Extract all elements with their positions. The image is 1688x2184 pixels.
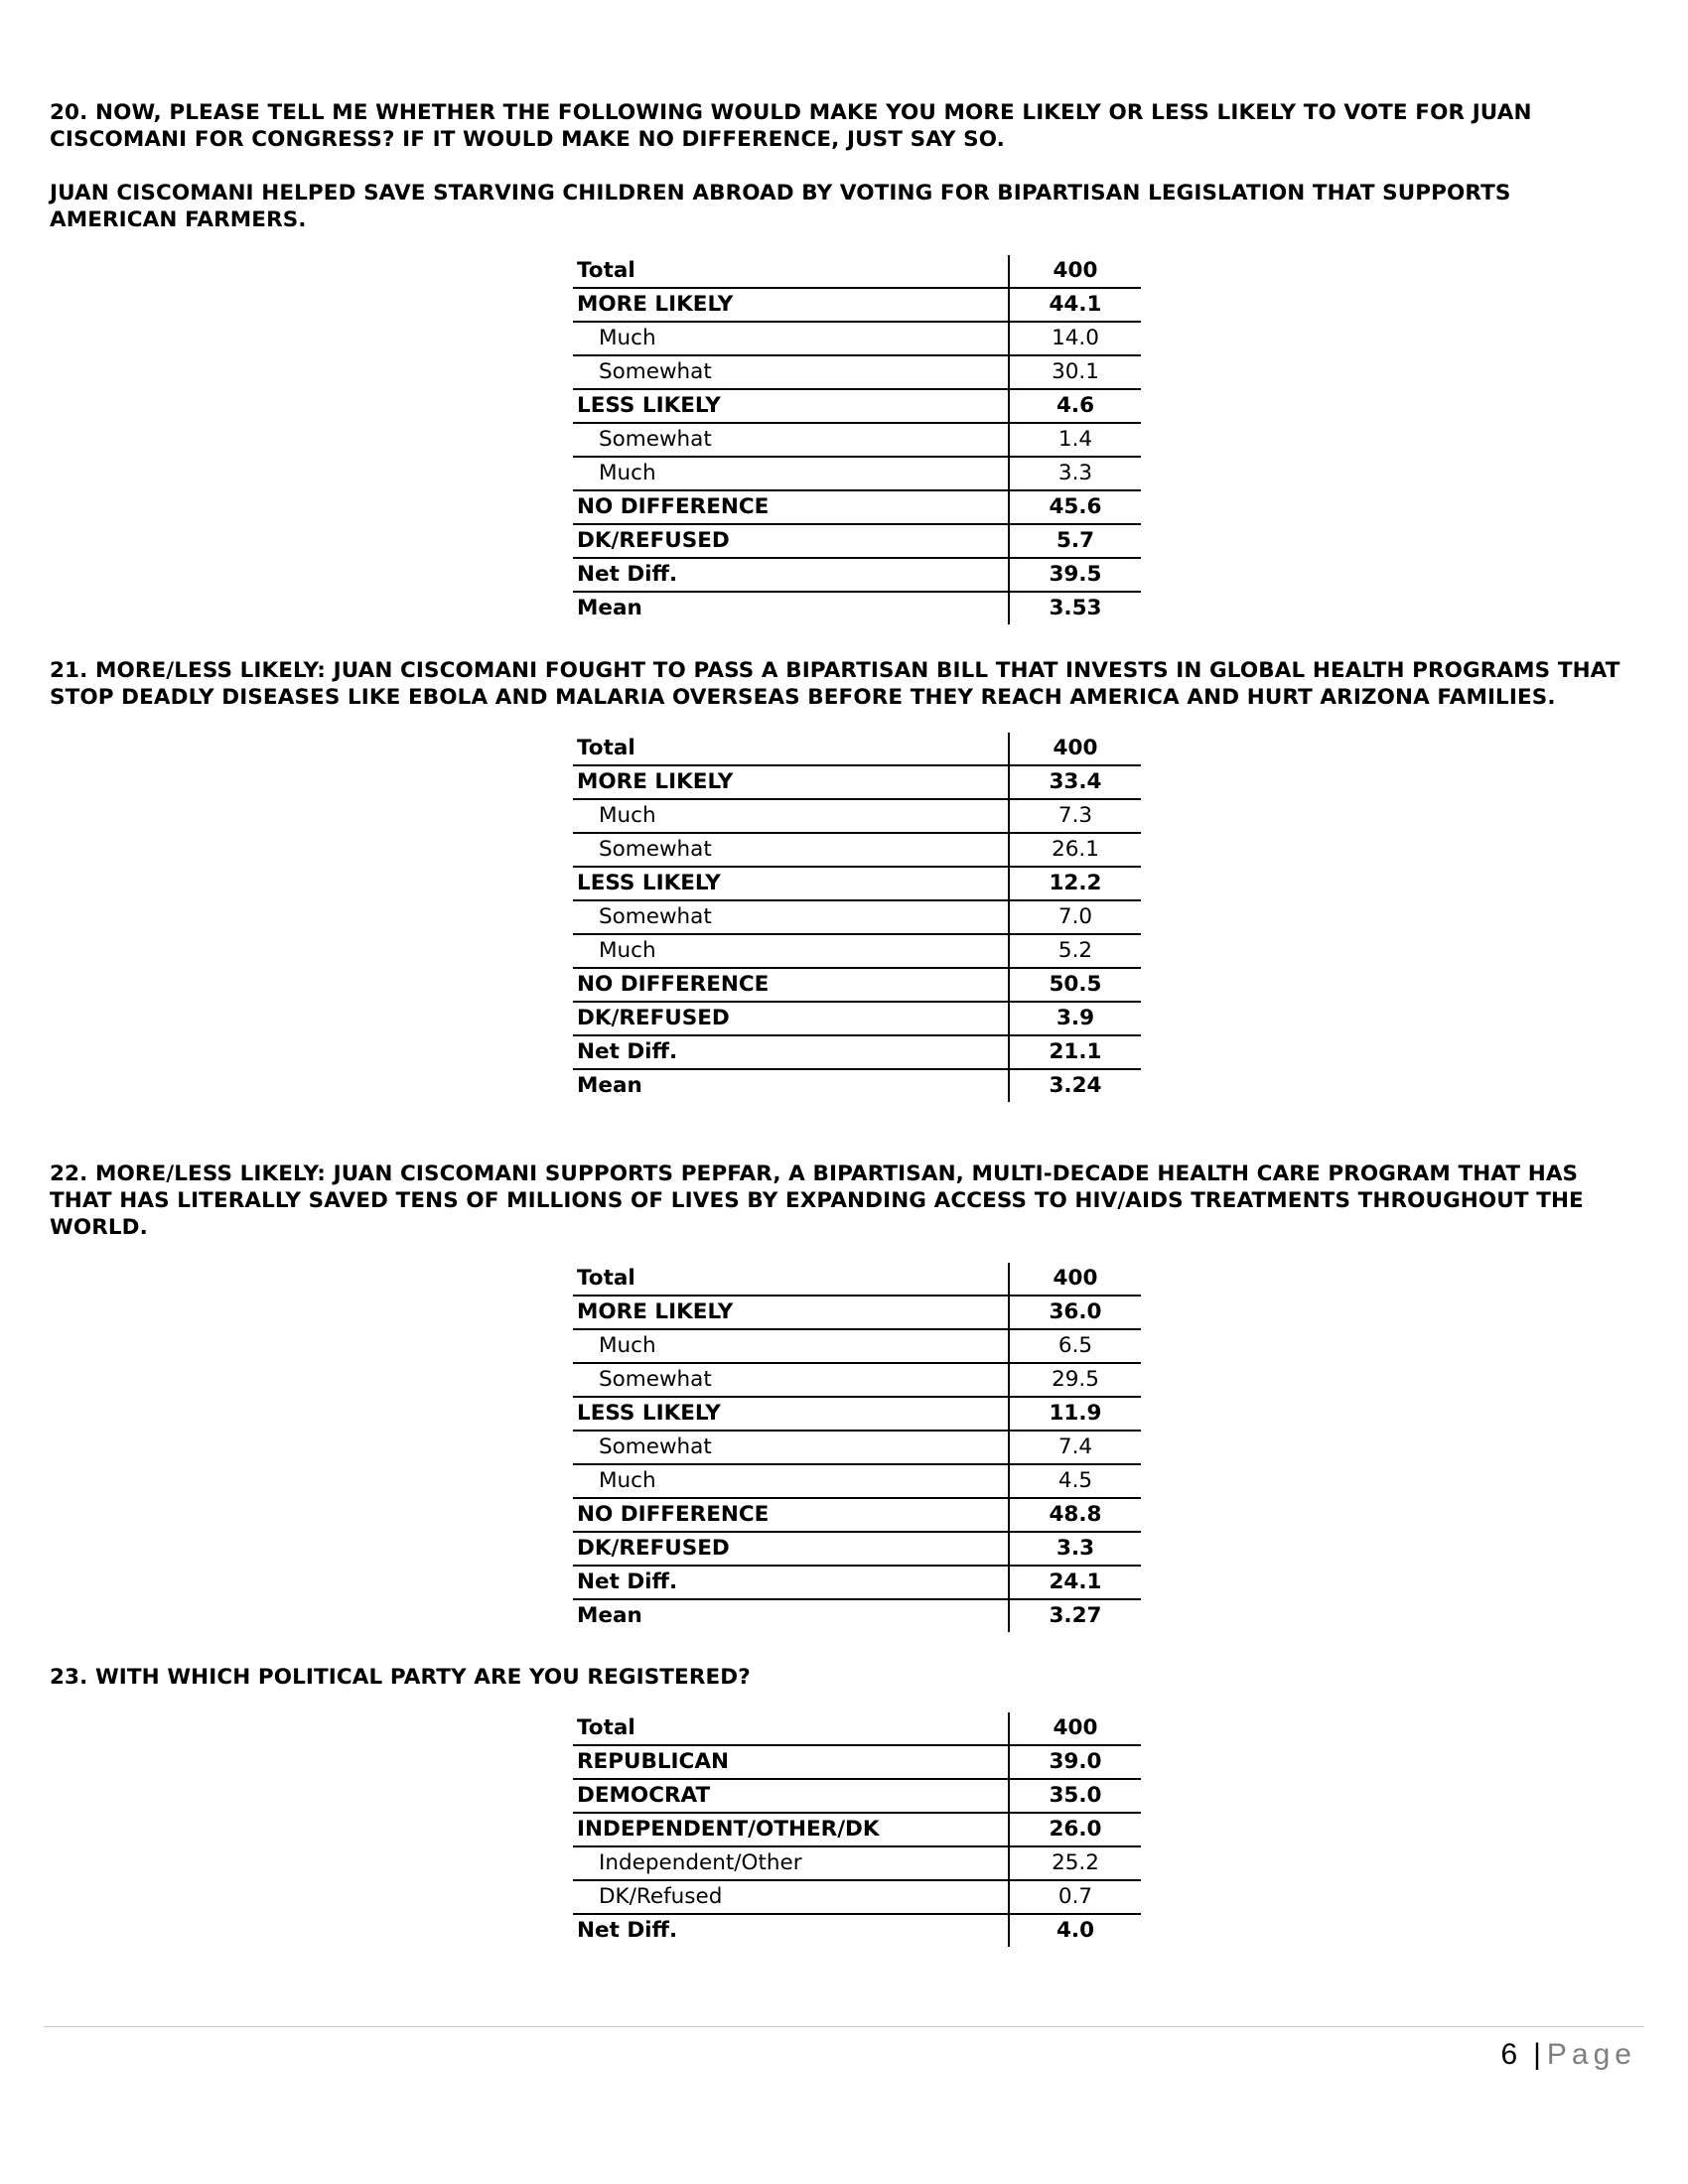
row-value: 44.1: [1009, 288, 1141, 322]
row-label: Much: [573, 934, 1009, 968]
page-label: Page: [1546, 2038, 1636, 2071]
table-row: [573, 833, 1141, 867]
row-value: 29.5: [1009, 1363, 1141, 1397]
table-row: [573, 934, 1141, 968]
table-row: [573, 1745, 1141, 1779]
page-footer: [1500, 2037, 1636, 2073]
row-value: 1.4: [1009, 423, 1141, 457]
table-row: [573, 288, 1141, 322]
table-row: [573, 765, 1141, 799]
row-value: 3.3: [1009, 1532, 1141, 1566]
row-label: Much: [573, 322, 1009, 355]
page-separator: |: [1533, 2038, 1541, 2071]
table-row: [573, 1813, 1141, 1846]
row-value: 3.3: [1009, 457, 1141, 490]
question-22-text: 22. MORE/LESS LIKELY: JUAN CISCOMANI SUPPORTS PEPFAR, A BIPARTISAN, MULTI-DECADE HEALTH CARE PROGRAM THAT HAS THAT HAS LITERALLY SAVED TENS OF MILLIONS OF LIVES BY EXPANDING ACCESS TO HIV/AIDS TREATMENTS THROUGHOUT THE WORLD.: [50, 1161, 1584, 1240]
table-row: [573, 1464, 1141, 1498]
table-row: [573, 1599, 1141, 1632]
table-row: [573, 1329, 1141, 1363]
row-value: 24.1: [1009, 1566, 1141, 1599]
table-row: [573, 1712, 1141, 1745]
row-value: 3.53: [1009, 592, 1141, 624]
question-22-table: [573, 1263, 1141, 1632]
row-value: 4.0: [1009, 1914, 1141, 1947]
table-row: [573, 867, 1141, 900]
question-20-text: 20. NOW, PLEASE TELL ME WHETHER THE FOLLOWING WOULD MAKE YOU MORE LIKELY OR LESS LIKELY TO VOTE FOR JUAN CISCOMANI FOR CONGRESS? IF IT WOULD MAKE NO DIFFERENCE, JUST SAY SO.: [50, 100, 1532, 152]
row-label: Mean: [577, 596, 642, 620]
row-label: NO DIFFERENCE: [573, 490, 1009, 524]
row-label: Total: [573, 1712, 1009, 1745]
row-value: 30.1: [1009, 355, 1141, 389]
table-row: [573, 1532, 1141, 1566]
question-20-section: [50, 99, 1638, 624]
row-label: Somewhat: [573, 1363, 1009, 1397]
question-21-table: [573, 733, 1141, 1102]
question-23-text: 23. WITH WHICH POLITICAL PARTY ARE YOU REGISTERED?: [50, 1665, 751, 1690]
row-value: 5.2: [1009, 934, 1141, 968]
table-row: [573, 1296, 1141, 1329]
row-value: 4.5: [1009, 1464, 1141, 1498]
table-row: [573, 1002, 1141, 1035]
table-row: [573, 389, 1141, 423]
table-row: [573, 1846, 1141, 1880]
row-label: Much: [573, 799, 1009, 833]
footer-divider: [44, 2026, 1644, 2027]
row-label: NO DIFFERENCE: [573, 1498, 1009, 1532]
row-label: INDEPENDENT/OTHER/DK: [573, 1813, 1009, 1846]
table-row: [573, 1880, 1141, 1914]
row-value: 11.9: [1009, 1397, 1141, 1431]
row-label: MORE LIKELY: [573, 765, 1009, 799]
table-row: [573, 1363, 1141, 1397]
row-label: DK/REFUSED: [573, 1002, 1009, 1035]
row-value: 25.2: [1009, 1846, 1141, 1880]
row-value: 400: [1009, 1263, 1141, 1296]
row-value: 35.0: [1009, 1779, 1141, 1813]
table-row: [573, 558, 1141, 592]
row-label: Much: [573, 1329, 1009, 1363]
row-label: Net Diff.: [573, 558, 1009, 592]
table-row: [573, 355, 1141, 389]
row-value: 12.2: [1009, 867, 1141, 900]
row-label: LESS LIKELY: [573, 389, 1009, 423]
row-value: 7.3: [1009, 799, 1141, 833]
table-row: [573, 733, 1141, 765]
table-row: [573, 524, 1141, 558]
row-value: 26.1: [1009, 833, 1141, 867]
row-value: 400: [1009, 733, 1141, 765]
table-row: [573, 255, 1141, 288]
row-value: 6.5: [1009, 1329, 1141, 1363]
row-value: 3.27: [1009, 1599, 1141, 1632]
table-row: [573, 1035, 1141, 1069]
table-row: [573, 799, 1141, 833]
table-row: [573, 1431, 1141, 1464]
row-label: DK/Refused: [573, 1880, 1009, 1914]
row-value: 48.8: [1009, 1498, 1141, 1532]
row-label: Somewhat: [573, 900, 1009, 934]
question-23-table: [573, 1712, 1141, 1947]
table-row: [573, 968, 1141, 1002]
row-value: 39.0: [1009, 1745, 1141, 1779]
row-label: DK/REFUSED: [573, 524, 1009, 558]
table-row: [573, 1069, 1141, 1102]
row-value: 5.7: [1009, 524, 1141, 558]
row-label: Mean: [577, 1073, 642, 1098]
question-20-table: [573, 255, 1141, 624]
row-value: 400: [1009, 1712, 1141, 1745]
question-22-section: [50, 1160, 1638, 1632]
row-label: MORE LIKELY: [573, 288, 1009, 322]
table-row: [573, 1914, 1141, 1947]
row-value: 26.0: [1009, 1813, 1141, 1846]
row-label: Total: [573, 1263, 1009, 1296]
row-label: Mean: [577, 1603, 642, 1628]
row-label: Total: [573, 733, 1009, 765]
table-row: [573, 900, 1141, 934]
row-value: 7.4: [1009, 1431, 1141, 1464]
row-value: 36.0: [1009, 1296, 1141, 1329]
question-21-text: 21. MORE/LESS LIKELY: JUAN CISCOMANI FOUGHT TO PASS A BIPARTISAN BILL THAT INVESTS IN GLOBAL HEALTH PROGRAMS THAT STOP DEADLY DISEASES LIKE EBOLA AND MALARIA OVERSEAS BEFORE THEY REACH AMERICA AND HURT ARIZONA FAMILIES.: [50, 658, 1620, 710]
table-row: [573, 1779, 1141, 1813]
table-row: [573, 490, 1141, 524]
row-value: 4.6: [1009, 389, 1141, 423]
row-label: REPUBLICAN: [573, 1745, 1009, 1779]
row-value: 0.7: [1009, 1880, 1141, 1914]
row-value: 21.1: [1009, 1035, 1141, 1069]
row-value: 33.4: [1009, 765, 1141, 799]
row-label: Somewhat: [573, 423, 1009, 457]
table-row: [573, 1397, 1141, 1431]
row-label: DK/REFUSED: [573, 1532, 1009, 1566]
row-value: 7.0: [1009, 900, 1141, 934]
row-label: DEMOCRAT: [573, 1779, 1009, 1813]
row-label: Somewhat: [573, 1431, 1009, 1464]
row-label: Much: [573, 1464, 1009, 1498]
row-value: 45.6: [1009, 490, 1141, 524]
row-label: Net Diff.: [573, 1035, 1009, 1069]
question-23-section: [50, 1664, 1638, 1947]
table-row: [573, 592, 1141, 624]
row-label: Total: [573, 255, 1009, 288]
row-label: Much: [573, 457, 1009, 490]
row-label: LESS LIKELY: [573, 1397, 1009, 1431]
row-value: 3.9: [1009, 1002, 1141, 1035]
page-number: 6: [1500, 2038, 1518, 2071]
question-20-statement: JUAN CISCOMANI HELPED SAVE STARVING CHILDREN ABROAD BY VOTING FOR BIPARTISAN LEGISLATION THAT SUPPORTS AMERICAN FARMERS.: [50, 181, 1511, 232]
table-row: [573, 1498, 1141, 1532]
row-label: Somewhat: [573, 355, 1009, 389]
question-21-section: [50, 657, 1638, 1102]
row-label: LESS LIKELY: [573, 867, 1009, 900]
row-value: 400: [1009, 255, 1141, 288]
row-label: MORE LIKELY: [573, 1296, 1009, 1329]
row-label: Net Diff.: [573, 1566, 1009, 1599]
row-value: 50.5: [1009, 968, 1141, 1002]
table-row: [573, 1263, 1141, 1296]
row-label: Net Diff.: [577, 1918, 678, 1943]
row-label: Independent/Other: [573, 1846, 1009, 1880]
row-value: 39.5: [1009, 558, 1141, 592]
table-row: [573, 457, 1141, 490]
row-label: Somewhat: [573, 833, 1009, 867]
table-row: [573, 423, 1141, 457]
row-label: NO DIFFERENCE: [573, 968, 1009, 1002]
row-value: 3.24: [1009, 1069, 1141, 1102]
row-value: 14.0: [1009, 322, 1141, 355]
table-row: [573, 322, 1141, 355]
table-row: [573, 1566, 1141, 1599]
